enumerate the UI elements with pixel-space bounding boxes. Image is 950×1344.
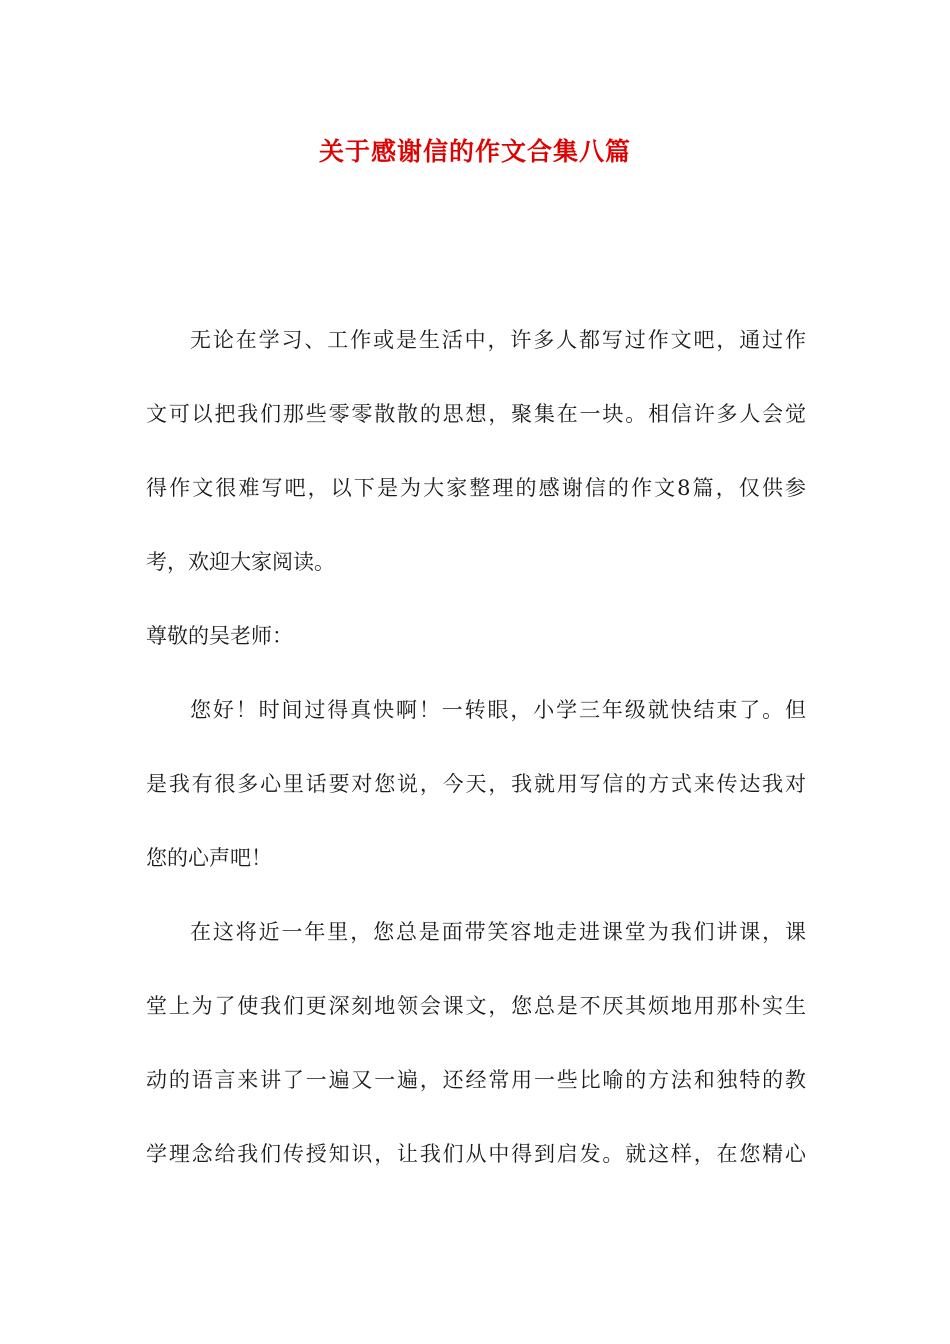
text-line: 在这将近一年里，您总是面带笑容地走进课堂为我们讲课，课 xyxy=(190,920,806,944)
text-line: 尊敬的吴老师： xyxy=(146,624,293,648)
text-line: 堂上为了使我们更深刻地领会课文，您总是不厌其烦地用那朴实生 xyxy=(146,994,806,1018)
document-body xyxy=(146,320,806,1208)
text-line: 考，欢迎大家阅读。 xyxy=(146,550,335,574)
text-line: 是我有很多心里话要对您说，今天，我就用写信的方式来传达我对 xyxy=(146,772,806,796)
text-line: 文可以把我们那些零零散散的思想，聚集在一块。相信许多人会觉 xyxy=(146,402,806,426)
text-line: 无论在学习、工作或是生活中，许多人都写过作文吧，通过作 xyxy=(190,328,806,352)
text-line: 得作文很难写吧，以下是为大家整理的感谢信的作文8篇，仅供参 xyxy=(146,476,806,500)
text-line: 您的心声吧！ xyxy=(146,846,272,870)
document-title: 关于感谢信的作文合集八篇 xyxy=(318,137,631,166)
text-line: 学理念给我们传授知识，让我们从中得到启发。就这样，在您精心 xyxy=(146,1142,806,1166)
text-line: 动的语言来讲了一遍又一遍，还经常用一些比喻的方法和独特的教 xyxy=(146,1068,806,1092)
text-line: 您好！时间过得真快啊！一转眼，小学三年级就快结束了。但 xyxy=(190,698,806,722)
